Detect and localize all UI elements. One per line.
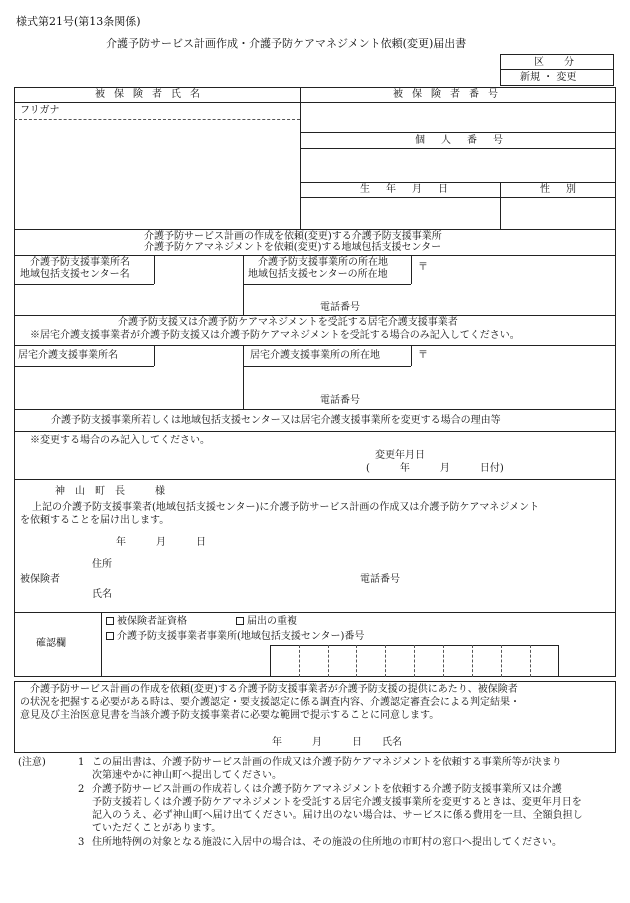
change-date-format: ( 年 月 日付) — [366, 463, 504, 474]
mayor-address: 神 山 町 長 様 — [55, 486, 165, 497]
check-duplicate-filing[interactable]: 届出の重複 — [236, 617, 297, 627]
sex-label: 性別 — [540, 184, 592, 195]
consent-text-3: 意見及び主治医意見書を当該介護予防支援事業者に必要な範囲で提示することに同意します。 — [20, 710, 440, 721]
checkbox-icon[interactable] — [236, 617, 244, 625]
note-3-line-1: 住所地特例の対象となる施設に入居中の場合は、その施設の住所地の市町村の窓口へ提出してください。 — [92, 837, 562, 848]
support-address-label-1: 介護予防支援事業所の所在地 — [258, 257, 388, 268]
submission-date: 年 月 日 — [116, 537, 206, 548]
support-address-label-2: 地域包括支援センターの所在地 — [248, 269, 388, 280]
note-2-number: 2 — [78, 784, 85, 795]
change-date-label: 変更年月日 — [375, 450, 425, 461]
furigana-label: フリガナ — [20, 105, 60, 116]
submission-address-label: 住所 — [92, 559, 112, 570]
note-2-line-4: ていただくことがあります。 — [92, 823, 222, 834]
category-label: 区 分 — [534, 57, 574, 68]
checkbox-icon[interactable] — [106, 632, 114, 640]
homecare-postal-mark: 〒 — [418, 350, 428, 361]
submission-phone-label: 電話番号 — [360, 574, 400, 585]
support-heading-2: 介護予防ケアマネジメントを依頼(変更)する地域包括支援センター — [144, 242, 442, 253]
form-number: 様式第21号(第13条関係) — [16, 15, 141, 28]
note-3-number: 3 — [78, 837, 85, 848]
support-postal-mark: 〒 — [418, 262, 428, 273]
note-1-line-1: この届出書は、介護予防サービス計画の作成又は介護予防ケアマネジメントを依頼する事業所等が決まり — [92, 757, 562, 768]
note-1-number: 1 — [78, 757, 85, 768]
notes-label: (注意) — [18, 757, 46, 768]
consent-text-1: 介護予防サービス計画の作成を依頼(変更)する介護予防支援事業者が介護予防支援の提供にあたり、被保険者 — [30, 684, 518, 695]
consent-date-name: 年 月 日 氏名 — [272, 737, 402, 748]
homecare-heading-2: ※居宅介護支援事業者が介護予防支援又は介護予防ケアマネジメントを受託する場合のみ記入してください。 — [30, 330, 520, 341]
homecare-heading-1: 介護予防支援又は介護予防ケアマネジメントを受託する居宅介護支援事業者 — [118, 317, 458, 328]
form-title: 介護予防サービス計画作成・介護予防ケアマネジメント依頼(変更)届出書 — [106, 37, 467, 50]
note-1-line-2: 次第速やかに神山町へ提出してください。 — [92, 770, 282, 781]
submission-insured-label: 被保険者 — [20, 574, 60, 585]
support-phone-label: 電話番号 — [320, 302, 360, 313]
homecare-name-label: 居宅介護支援事業所名 — [18, 350, 118, 361]
category-value[interactable]: 新規 ・ 変更 — [520, 72, 577, 83]
change-reason-heading: 介護予防支援事業所若しくは地域包括支援センター又は居宅介護支援事業所を変更する場合の理由等 — [51, 415, 501, 426]
note-2-line-2: 予防支援若しくは介護予防ケアマネジメントを受託する居宅介護支援事業所を変更するときは、変更年月日を — [92, 797, 582, 808]
checkbox-icon[interactable] — [106, 617, 114, 625]
homecare-phone-label: 電話番号 — [320, 395, 360, 406]
submission-body-2: を依頼することを届け出します。 — [20, 515, 170, 526]
submission-name-label: 氏名 — [92, 589, 112, 600]
note-2-line-3: 記入のうえ、必ず神山町へ届け出てください。届け出のない場合は、サービスに係る費用を一旦、全額負担し — [92, 810, 583, 821]
insured-number-label: 被保険者番号 — [393, 89, 507, 100]
note-2-line-1: 介護予防サービス計画の作成若しくは介護予防ケアマネジメントを依頼する介護予防支援事業所又は介護 — [92, 784, 562, 795]
birthdate-label: 生年月日 — [360, 184, 464, 195]
change-reason-note: ※変更する場合のみ記入してください。 — [30, 435, 210, 446]
submission-body-1: 上記の介護予防支援事業者(地域包括支援センター)に介護予防サービス計画の作成又は介護予防ケアマネジメント — [32, 502, 540, 513]
support-name-label-2: 地域包括支援センター名 — [20, 269, 130, 280]
personal-number-label: 個人番号 — [415, 135, 519, 146]
confirmation-label: 確認欄 — [36, 638, 66, 649]
insured-name-label: 被保険者氏名 — [95, 89, 209, 100]
support-name-label-1: 介護予防支援事業所名 — [30, 257, 130, 268]
homecare-address-label: 居宅介護支援事業所の所在地 — [250, 350, 380, 361]
consent-text-2: の状況を把握する必要がある時は、要介護認定・要支援認定に係る調査内容、介護認定審査会による判定結果・ — [20, 697, 520, 708]
check-office-number[interactable]: 介護予防支援事業者事業所(地域包括支援センター)番号 — [106, 632, 364, 642]
check-insured-qualification[interactable]: 被保険者証資格 — [106, 617, 187, 627]
support-heading-1: 介護予防サービス計画の作成を依頼(変更)する介護予防支援事業所 — [144, 231, 442, 242]
